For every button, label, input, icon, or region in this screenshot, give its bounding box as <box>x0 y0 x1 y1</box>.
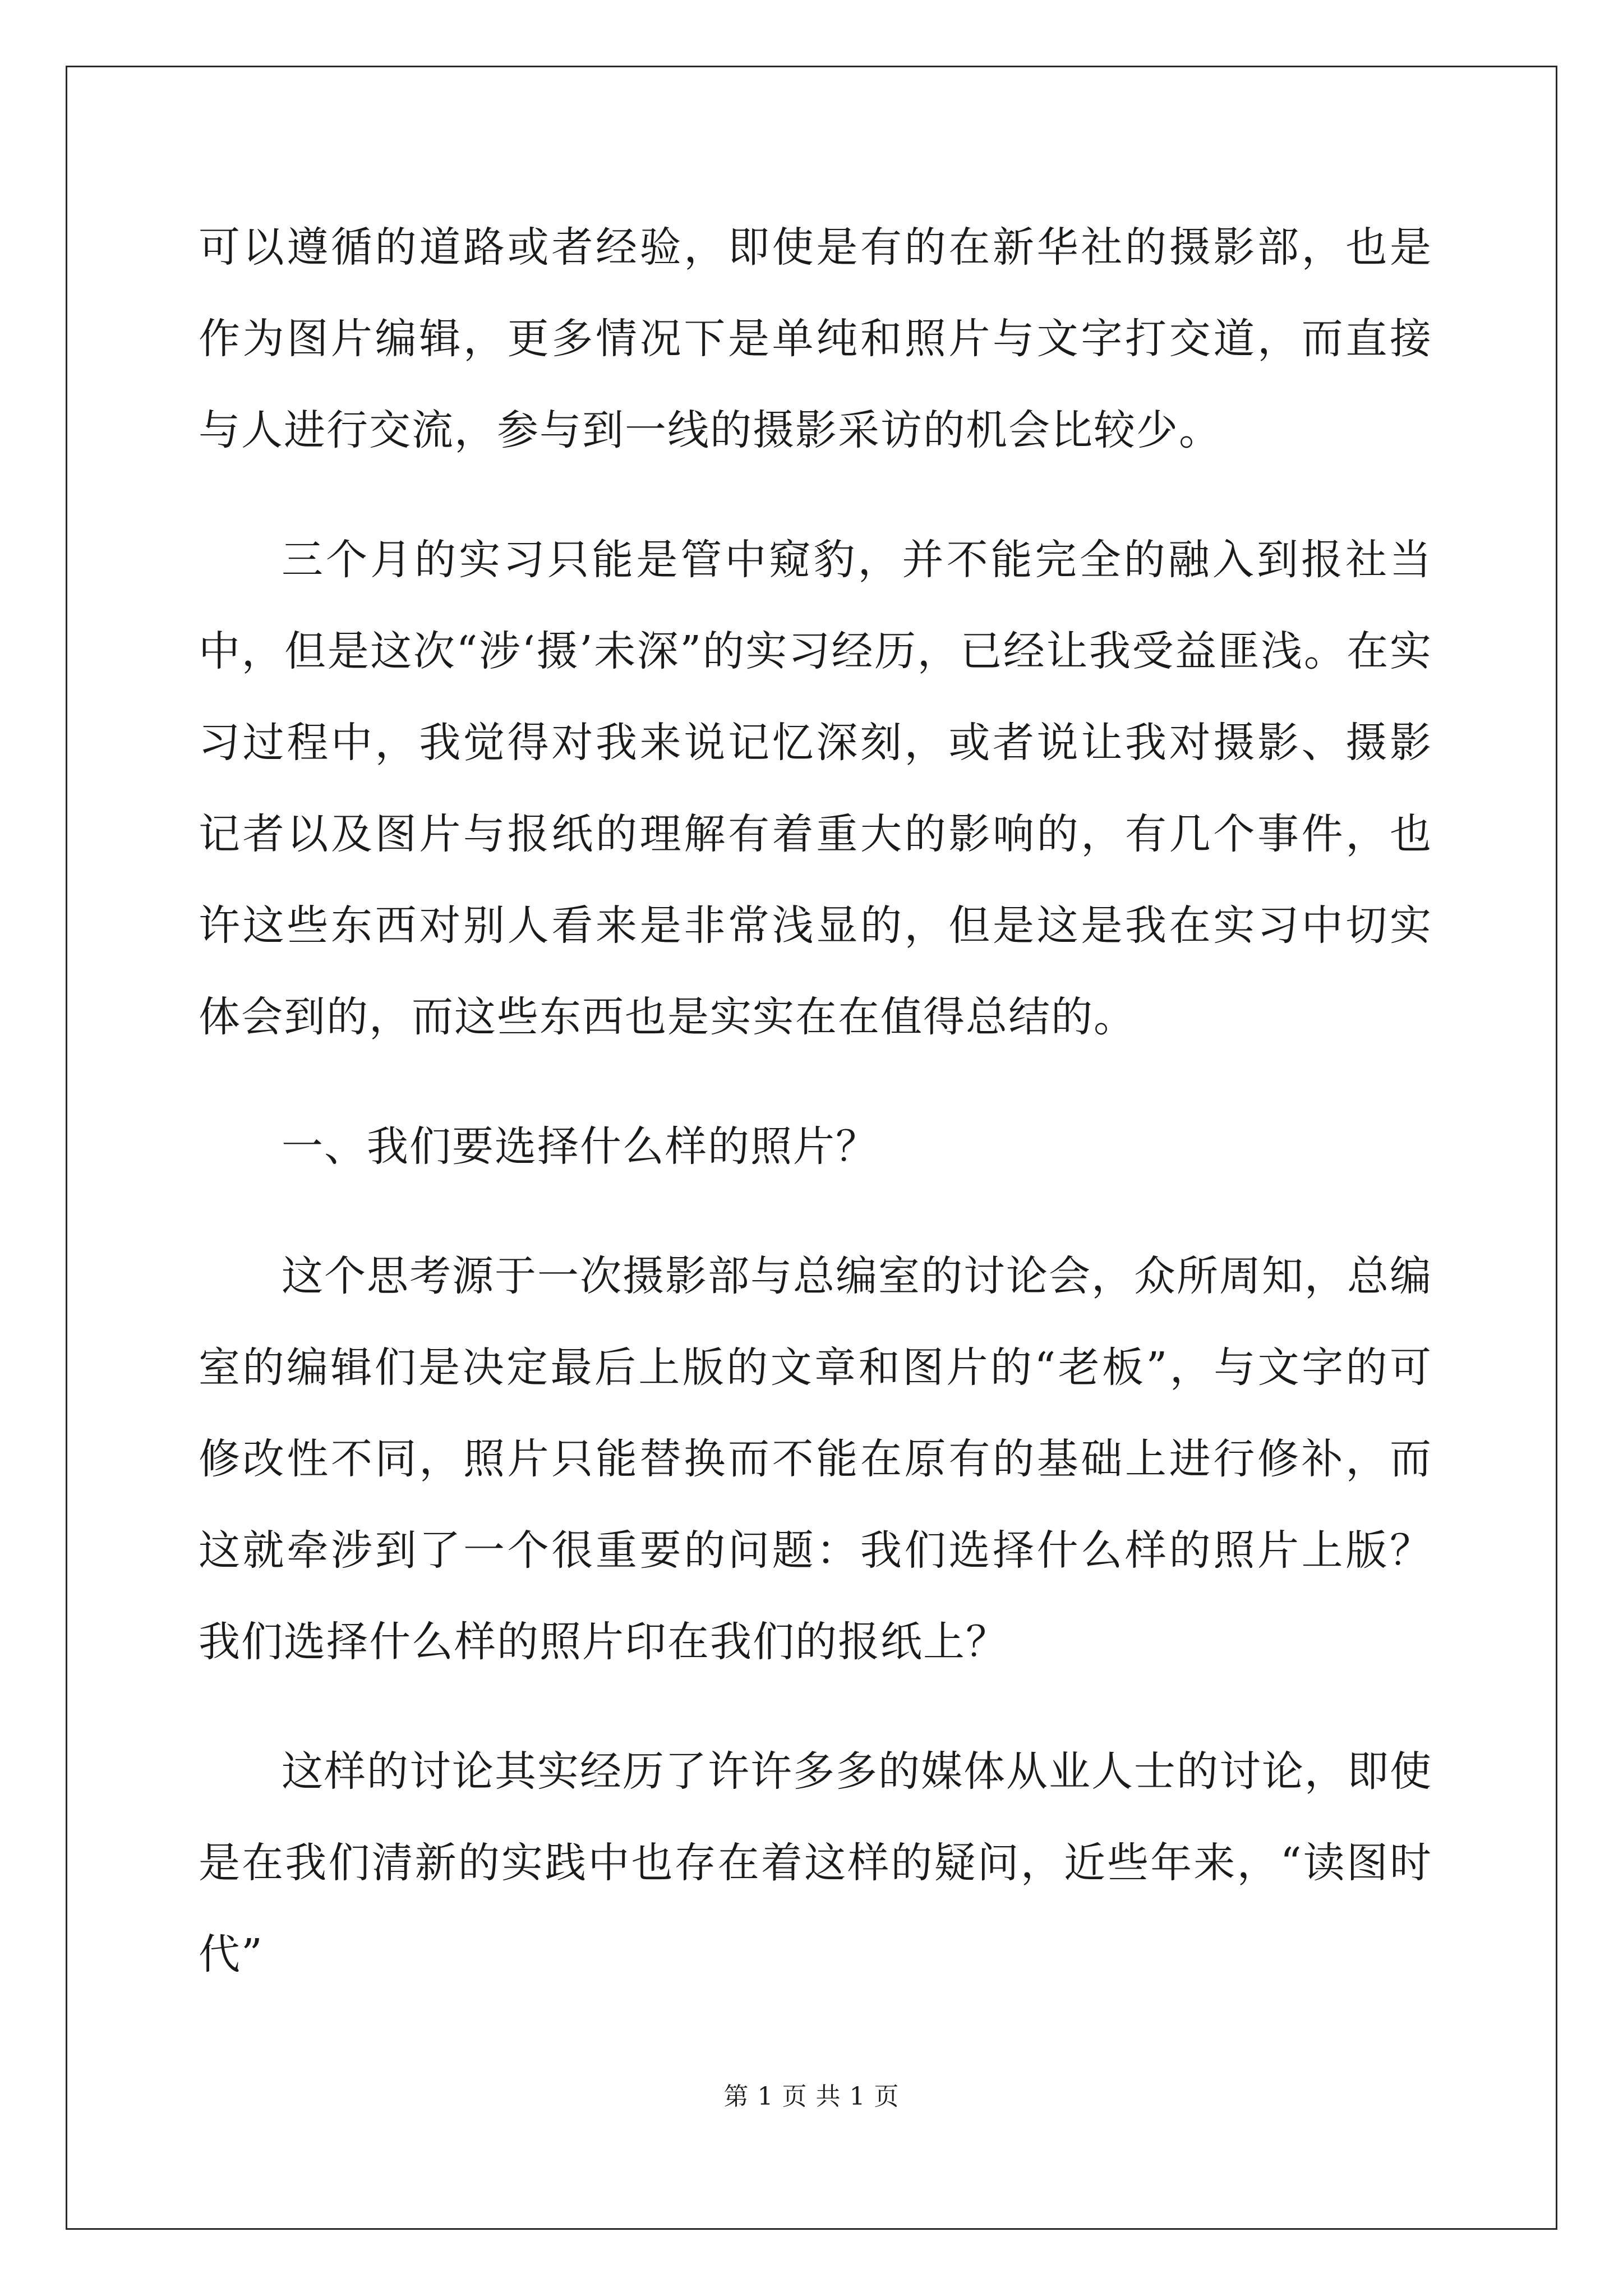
section-heading: 一、我们要选择什么样的照片？ <box>282 1122 878 1171</box>
paragraph-reading-era: 这样的讨论其实经历了许许多多的媒体从业人士的讨论，即使是在我们清新的实践中也存在着这样的疑问，近些年来，“读图时代” <box>199 1747 1432 1978</box>
paragraph-discussion: 这个思考源于一次摄影部与总编室的讨论会，众所周知，总编室的编辑们是决定最后上版的文章和图片的“老板”，与文字的可修改性不同，照片只能替换而不能在原有的基础上进行修补，而这就牵涉到了一个很重要的问题：我们选择什么样的照片上版？我们选择什么样的照片印在我们的报纸上？ <box>199 1252 1432 1666</box>
paragraph-internship-reflection: 三个月的实习只能是管中窥豹，并不能完全的融入到报社当中，但是这次“涉‘摄’未深”的实习经历，已经让我受益匪浅。在实习过程中，我觉得对我来说记忆深刻，或者说让我对摄影、摄影记者以及图片与报纸的理解有着重大的影响的，有几个事件，也许这些东西对别人看来是非常浅显的，但是这是我在实习中切实体会到的，而这些东西也是实实在在值得总结的。 <box>199 536 1432 1041</box>
page-number-footer: 第 1 页 共 1 页 <box>723 2082 900 2111</box>
paragraph-continuation: 可以遵循的道路或者经验，即使是有的在新华社的摄影部，也是作为图片编辑，更多情况下是单纯和照片与文字打交道，而直接与人进行交流，参与到一线的摄影采访的机会比较少。 <box>199 223 1432 454</box>
document-body <box>199 202 1432 2000</box>
